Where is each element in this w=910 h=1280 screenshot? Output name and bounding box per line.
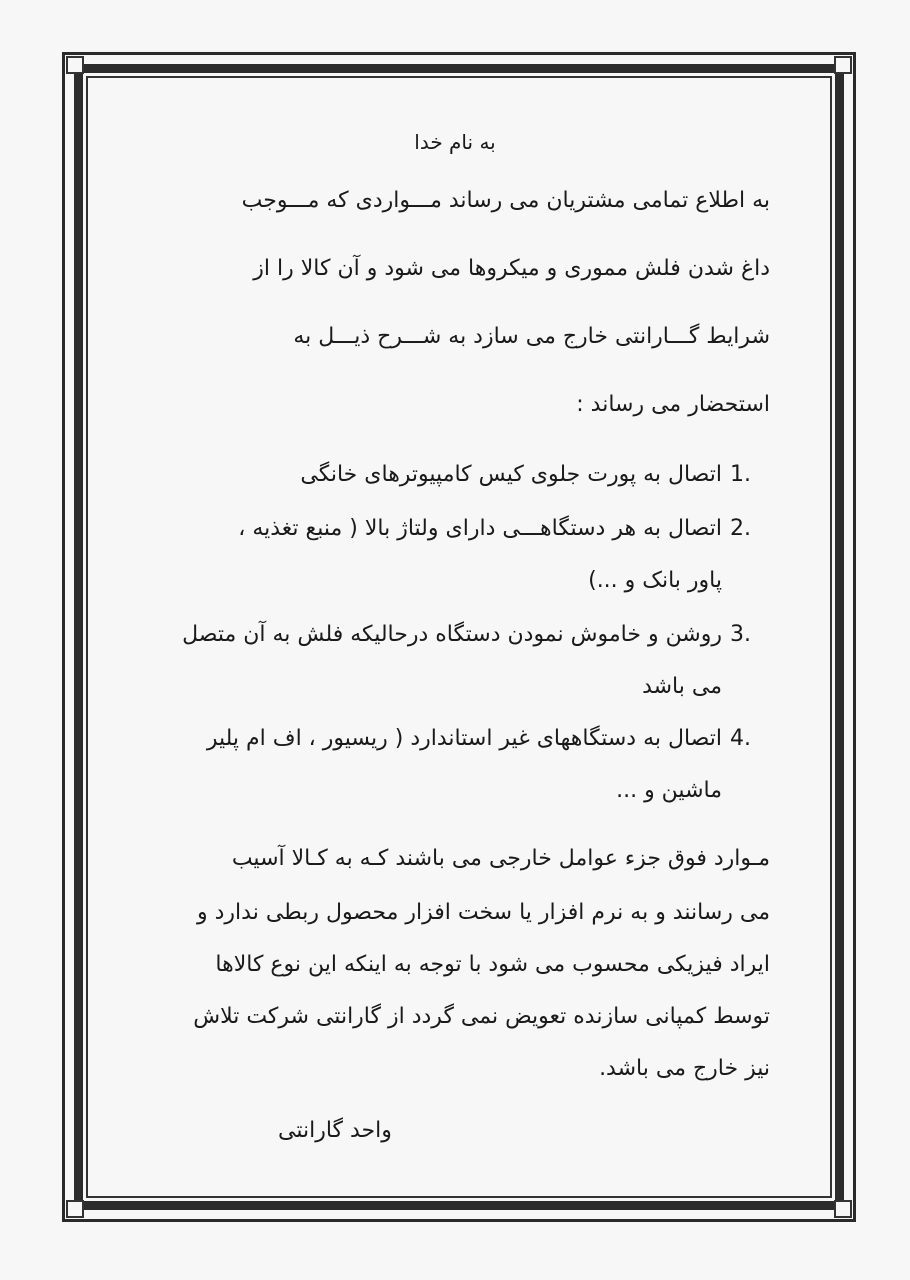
- list-item-number: 4.: [730, 726, 751, 751]
- closing-line: نیز خارج می باشد.: [599, 1056, 770, 1081]
- corner-ornament-bottom-right: [834, 1200, 852, 1218]
- corner-ornament-top-left: [66, 56, 84, 74]
- intro-line: شرایط گـــارانتی خارج می سازد به شـــرح ذیـــل به: [293, 324, 770, 349]
- document-heading: به نام خدا: [414, 130, 496, 154]
- closing-line: می رسانند و به نرم افزار یا سخت افزار محصول ربطی ندارد و: [197, 900, 770, 925]
- list-item-text: اتصال به دستگاههای غیر استاندارد ( ریسیور ، اف ام پلیر: [206, 726, 722, 751]
- corner-ornament-top-right: [834, 56, 852, 74]
- intro-line: استحضار می رساند :: [576, 392, 770, 417]
- closing-line: مـوارد فوق جزء عوامل خارجی می باشند کـه به کـالا آسیب: [231, 846, 770, 871]
- signature: واحد گارانتی: [278, 1118, 392, 1143]
- list-item-text: پاور بانک و ...): [588, 568, 722, 593]
- corner-ornament-bottom-left: [66, 1200, 84, 1218]
- list-item-text: اتصال به پورت جلوی کیس کامپیوترهای خانگی: [300, 462, 722, 487]
- document-body: [100, 110, 770, 1170]
- list-item-number: 1.: [730, 462, 751, 487]
- list-item-text: می باشد: [642, 674, 722, 699]
- intro-line: داغ شدن فلش مموری و میکروها می شود و آن کالا را از: [253, 256, 770, 281]
- list-item-number: 3.: [730, 622, 751, 647]
- closing-line: ایراد فیزیکی محسوب می شود با توجه به اینکه این نوع کالاها: [215, 952, 770, 977]
- list-item-text: ماشین و ...: [616, 778, 722, 803]
- list-item-text: اتصال به هر دستگاهـــی دارای ولتاژ بالا ( منبع تغذیه ،: [238, 516, 722, 541]
- list-item-text: روشن و خاموش نمودن دستگاه درحالیکه فلش به آن متصل: [182, 622, 722, 647]
- list-item-number: 2.: [730, 516, 751, 541]
- intro-line: به اطلاع تمامی مشتریان می رساند مـــواردی که مـــوجب: [241, 188, 770, 213]
- closing-line: توسط کمپانی سازنده تعویض نمی گردد از گارانتی شرکت تلاش: [193, 1004, 770, 1029]
